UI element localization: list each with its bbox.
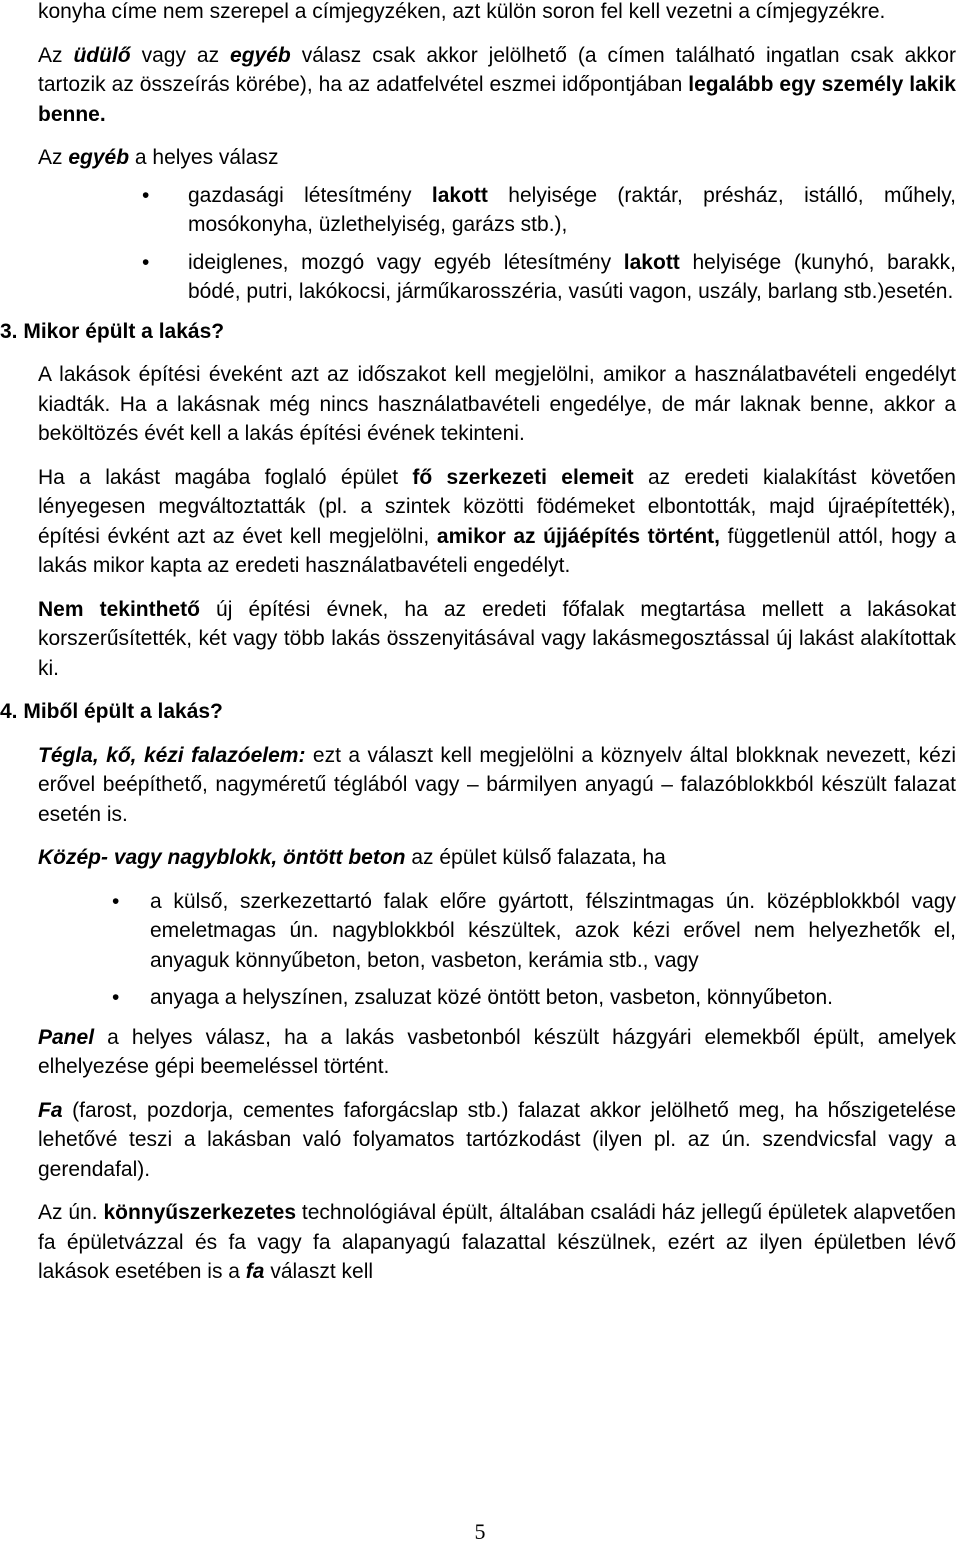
emphasis-text: Nem tekinthető	[38, 597, 200, 621]
text-run: válasz csak akkor jelölhető (a címen található ingatlan csak akkor tartozik az összeírás körébe), ha az adatfelvétel eszmei időpontjában	[38, 43, 956, 96]
udulo-paragraph	[38, 41, 956, 130]
section-heading-3: 3. Mikor épült a lakás?	[0, 319, 225, 343]
tegla-paragraph	[38, 741, 956, 830]
section-heading-4: 4. Miből épült a lakás?	[0, 700, 223, 723]
text-run: az épület külső falazata, ha	[405, 846, 666, 869]
text-run: ideiglenes, mozgó vagy egyéb létesítmény	[188, 250, 624, 274]
panel-term: Panel	[38, 1025, 95, 1049]
egyeb-paragraph	[38, 143, 956, 173]
epites-paragraph-2	[38, 463, 956, 581]
panel-paragraph	[38, 1023, 956, 1082]
page-number: 5	[474, 1519, 486, 1544]
text-run: függetlenül attól, hogy a lakás mikor kapta az eredeti használatbavételi engedélyt.	[38, 524, 956, 577]
egyeb-term: egyéb	[230, 43, 291, 67]
text-run: gazdasági létesítmény	[188, 183, 432, 207]
text-run: helyisége (kunyhó, barakk, bódé, putri, lakókocsi, járműkarosszéria, vasúti vagon, uszály, barlang stb.)esetén.	[188, 250, 956, 303]
text-run: a helyes válasz, ha a lakás vasbetonból készült házgyári elemekből épült, amelyek elhelyezése gépi beemeléssel történt.	[38, 1025, 956, 1078]
fa-term: fa	[245, 1260, 265, 1283]
emphasis-text: amikor az újjáépítés történt,	[436, 524, 720, 548]
text-run: Az ún.	[38, 1201, 104, 1224]
blokk-bullet-list	[38, 887, 956, 1013]
kozep-term: Közép- vagy nagyblokk, öntött beton	[38, 846, 406, 869]
epites-paragraph-3	[38, 595, 956, 684]
udulo-term: üdülő	[73, 43, 131, 67]
intro-paragraph: konyha címe nem szerepel a címjegyzéken, azt külön soron fel kell vezetni a címjegyzékre.	[38, 0, 886, 23]
kozep-paragraph	[38, 843, 956, 873]
text-run: Az	[38, 146, 69, 169]
epites-paragraph-1: A lakások építési éveként azt az időszakot kell megjelölni, amikor a használatbavételi engedélyt kiadták. Ha a lakásnak még nincs használatbavételi engedélye, de már laknak benne, akkor a beköltözés évét kell a lakás építési évének tekinteni.	[38, 363, 956, 445]
text-run: technológiával épült, általában családi ház jellegű épületek alapvetően fa épületvázzal és fa vagy fa alapanyagú falazattal készülnek, ezért az ilyen épületben lévő lakások esetében is a	[38, 1201, 956, 1283]
emphasis-text: könnyűszerkezetes	[103, 1201, 297, 1224]
text-run: ezt a választ kell megjelölni a köznyelv által blokknak nevezett, kézi erővel beépíthető, nagyméretű téglából vagy – bármilyen anyagú – falazóblokkból készült falazat esetén is.	[38, 743, 956, 826]
text-run: az eredeti kialakítást követően lényegesen megváltoztatták (pl. a szintek közötti födémeket elbontották, majd újraépítették), építési évként azt az évet kell megjelölni,	[38, 465, 956, 548]
emphasis-text: fő szerkezeti elemeit	[412, 465, 634, 489]
text-run: helyisége (raktár, présház, istálló, műhely, mosókonyha, üzlethelyiség, garázs stb.),	[188, 183, 956, 236]
text-run: választ kell	[264, 1260, 374, 1283]
text-run: a helyes válasz	[129, 146, 279, 169]
list-item	[188, 181, 956, 240]
text-run: vagy az	[130, 43, 231, 67]
emphasis-text: lakott	[431, 183, 488, 207]
egyeb-term: egyéb	[68, 146, 130, 169]
text-run: Ha a lakást magába foglaló épület	[38, 465, 413, 489]
konnyu-paragraph	[38, 1198, 956, 1287]
tegla-term: Tégla, kő, kézi falazóelem:	[38, 743, 306, 767]
list-item: • anyaga a helyszínen, zsaluzat közé öntött beton, vasbeton, könnyűbeton.	[150, 983, 956, 1013]
text-run: (farost, pozdorja, cementes faforgácslap stb.) falazat akkor jelölhető meg, ha hőszigetelése lehetővé teszi a lakásban való folyamatos tartózkodást (ilyen pl. az ún. szendvicsfal vagy a gerendafal).	[38, 1098, 956, 1181]
list-item	[188, 248, 956, 307]
emphasis-text: lakott	[623, 250, 680, 274]
text-run: új építési évnek, ha az eredeti főfalak megtartása mellett a lakásokat korszerűsítették, két vagy több lakás összenyitásával vagy lakásmegosztással új lakást alakítottak ki.	[38, 597, 957, 680]
fa-term: Fa	[38, 1098, 63, 1122]
fa-paragraph	[38, 1096, 956, 1185]
list-item: • a külső, szerkezettartó falak előre gyártott, félszintmagas ún. középblokkból vagy emeletmagas ún. nagyblokkból készültek, azok kézi erővel nem helyezhetők el, anyaguk könnyűbeton, beton, vasbeton, kerámia stb., vagy	[150, 887, 956, 976]
text-run: Az	[38, 43, 74, 67]
egyeb-bullet-list	[38, 181, 956, 307]
emphasis-text: legalább egy személy lakik benne.	[38, 73, 956, 126]
